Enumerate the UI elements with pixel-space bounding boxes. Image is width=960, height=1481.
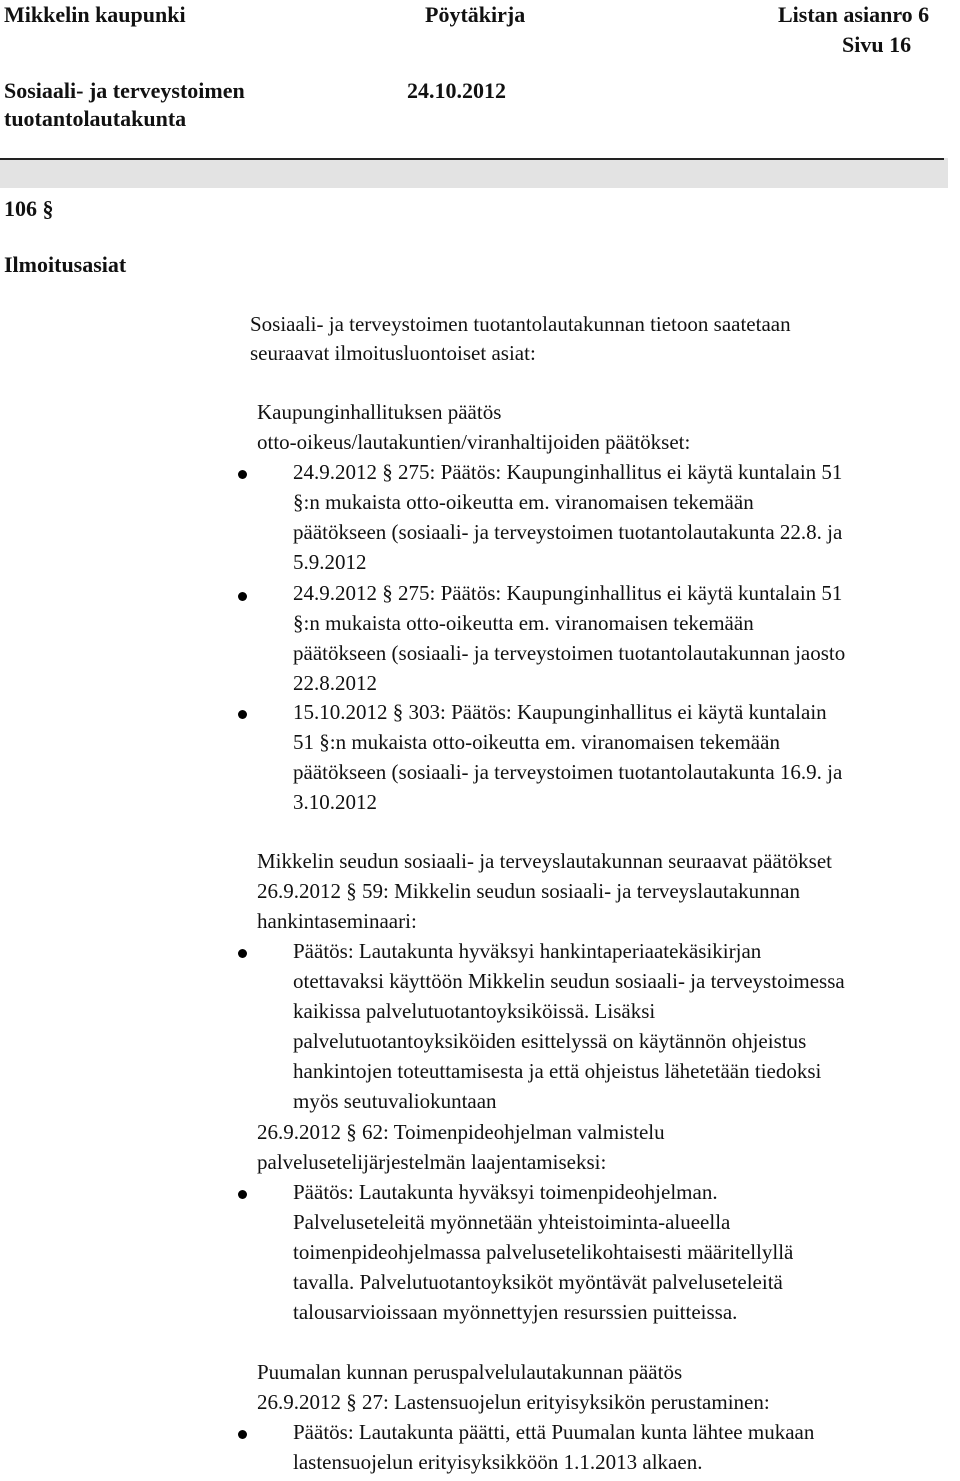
list-item-line: 51 §:n mukaista otto-oikeutta em. viranomaisen tekemään [293,730,780,754]
document-type: Pöytäkirja [425,2,526,27]
group-heading: 26.9.2012 § 62: Toimenpideohjelman valmistelu [257,1120,665,1144]
agenda-item-number: Listan asianro 6 [778,2,930,27]
committee-name-line2: tuotantolautakunta [4,106,187,131]
list-item-line: 3.10.2012 [293,790,377,814]
bullet-icon [238,1430,247,1439]
list-item-line: myös seutuvaliokuntaan [293,1089,497,1113]
committee-name-line1: Sosiaali- ja terveystoimen [4,78,245,103]
list-item-line: 22.8.2012 [293,671,377,695]
section-number: 106 § [4,196,54,221]
list-item-line: 5.9.2012 [293,550,367,574]
page-number: Sivu 16 [842,32,912,57]
organization-name: Mikkelin kaupunki [4,2,186,27]
bullet-icon [238,470,247,479]
intro-line: Sosiaali- ja terveystoimen tuotantolautakunnan tietoon saatetaan [250,312,791,336]
header-divider [0,158,944,160]
bullet-icon [238,949,247,958]
list-item-line: 15.10.2012 § 303: Päätös: Kaupunginhallitus ei käytä kuntalain [293,700,827,724]
list-item-line: Päätös: Lautakunta päätti, että Puumalan kunta lähtee mukaan [293,1420,815,1444]
group-heading: Mikkelin seudun sosiaali- ja terveyslautakunnan seuraavat päätökset [257,849,832,873]
group-heading: Kaupunginhallituksen päätös [257,400,502,424]
bullet-icon [238,592,247,601]
list-item-line: 24.9.2012 § 275: Päätös: Kaupunginhallitus ei käytä kuntalain 51 [293,581,843,605]
list-item-line: hankintojen toteuttamisesta ja että ohjeistus lähetetään tiedoksi [293,1059,822,1083]
list-item-line: Päätös: Lautakunta hyväksyi toimenpideohjelman. [293,1180,718,1204]
section-title: Ilmoitusasiat [4,252,127,277]
group-heading: 26.9.2012 § 59: Mikkelin seudun sosiaali- ja terveyslautakunnan [257,879,800,903]
list-item-line: kaikissa palvelutuotantoyksiköissä. Lisäksi [293,999,656,1023]
list-item-line: §:n mukaista otto-oikeutta em. viranomaisen tekemään [293,611,754,635]
list-item-line: päätökseen (sosiaali- ja terveystoimen tuotantolautakunta 22.8. ja [293,520,843,544]
group-heading: palvelusetelijärjestelmän laajentamiseksi: [257,1150,607,1174]
intro-line: seuraavat ilmoitusluontoiset asiat: [250,341,536,365]
list-item-line: talousarvioissaan myönnettyjen resurssien puitteissa. [293,1300,738,1324]
list-item-line: palvelutuotantoyksiköiden esittelyssä on käytännön ohjeistus [293,1029,807,1053]
list-item-line: 24.9.2012 § 275: Päätös: Kaupunginhallitus ei käytä kuntalain 51 [293,460,843,484]
list-item-line: tavalla. Palvelutuotantoyksiköt myöntävät palveluseteleitä [293,1270,783,1294]
group-heading: hankintaseminaari: [257,909,417,933]
list-item-line: lastensuojelun erityisyksikköön 1.1.2013 alkaen. [293,1450,703,1474]
bullet-icon [238,1190,247,1199]
list-item-line: Päätös: Lautakunta hyväksyi hankintaperiaatekäsikirjan [293,939,762,963]
group-heading: 26.9.2012 § 27: Lastensuojelun erityisyksikön perustaminen: [257,1390,770,1414]
list-item-line: päätökseen (sosiaali- ja terveystoimen tuotantolautakunta 16.9. ja [293,760,843,784]
group-heading: Puumalan kunnan peruspalvelulautakunnan päätös [257,1360,683,1384]
meeting-date: 24.10.2012 [407,78,506,103]
list-item-line: päätökseen (sosiaali- ja terveystoimen tuotantolautakunnan jaosto [293,641,846,665]
list-item-line: Palveluseteleitä myönnetään yhteistoiminta-alueella [293,1210,731,1234]
group-heading: otto-oikeus/lautakuntien/viranhaltijoiden päätökset: [257,430,691,454]
list-item-line: toimenpideohjelmassa palvelusetelikohtaisesti määritellyllä [293,1240,794,1264]
list-item-line: otettavaksi käyttöön Mikkelin seudun sosiaali- ja terveystoimessa [293,969,845,993]
bullet-icon [238,710,247,719]
header-shading [0,158,948,188]
list-item-line: §:n mukaista otto-oikeutta em. viranomaisen tekemään [293,490,754,514]
